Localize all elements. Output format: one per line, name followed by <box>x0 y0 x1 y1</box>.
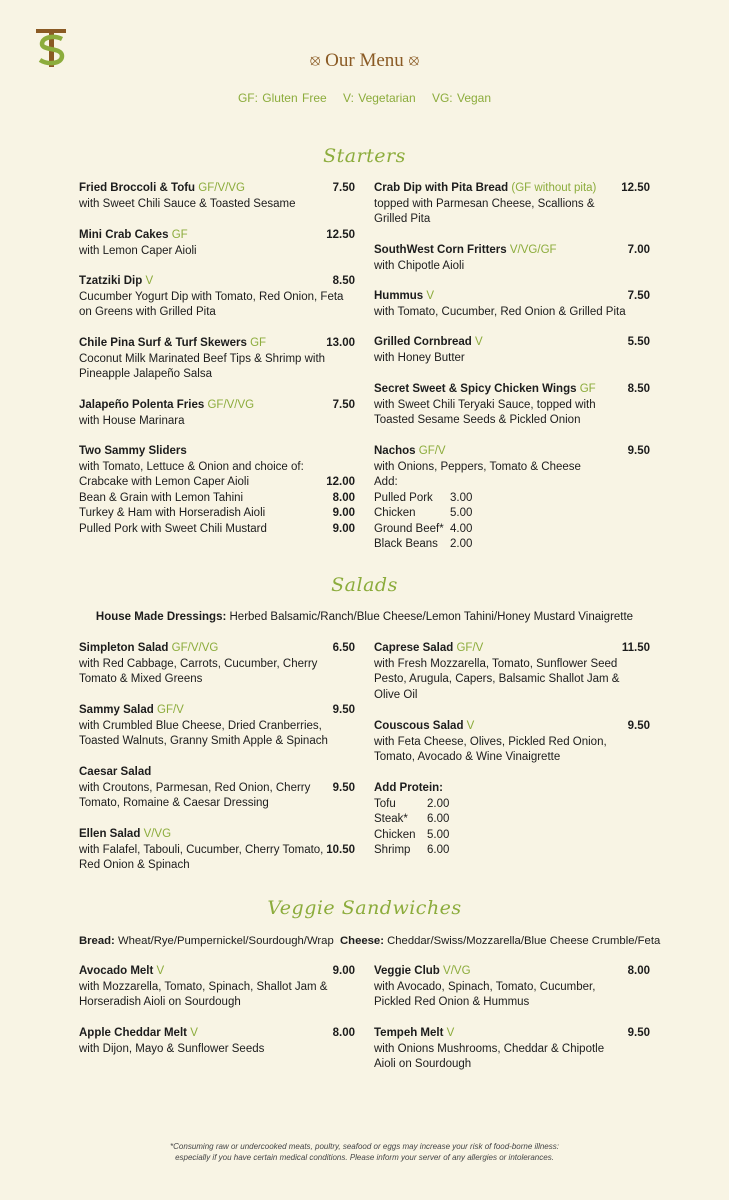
item-price: 7.00 <box>627 244 650 256</box>
item-name: Grilled Cornbread <box>374 336 472 348</box>
menu-item <box>79 274 355 321</box>
bread-label: Bread: <box>79 935 115 947</box>
item-tag: V/VG/GF <box>509 244 557 256</box>
menu-item <box>374 444 650 553</box>
item-tag: GF/V/VG <box>207 399 255 411</box>
menu-item <box>79 444 355 537</box>
item-desc: with Sweet Chili Teryaki Sauce, topped with Toasted Sesame Seeds & Pickled Onion <box>374 398 596 426</box>
item-tag: V/VG <box>143 828 172 840</box>
item-price: 8.00 <box>627 965 650 977</box>
item-price: 9.50 <box>627 445 650 457</box>
addon-row <box>374 812 650 828</box>
right-ornament-icon: ⦻ <box>408 52 420 69</box>
slider-option <box>79 506 355 522</box>
item-tag: GF/V <box>418 445 446 457</box>
item-desc: with Sweet Chili Sauce & Toasted Sesame <box>79 197 296 210</box>
item-price: 8.50 <box>332 275 355 287</box>
disclaimer-footer <box>0 1141 729 1163</box>
menu-item <box>374 641 650 703</box>
option-price: 9.00 <box>332 507 355 519</box>
item-desc: Cucumber Yogurt Dip with Tomato, Red Onion, Feta on Greens with Grilled Pita <box>79 290 344 318</box>
option-label: Pulled Pork with Sweet Chili Mustard <box>79 522 267 535</box>
option-label: Crabcake with Lemon Caper Aioli <box>79 476 250 488</box>
item-name: Couscous Salad <box>374 720 464 732</box>
item-price: 7.50 <box>332 399 355 411</box>
legend-vg: VG: Vegan <box>431 91 492 105</box>
menu-item <box>79 641 355 688</box>
addon-label: Steak* <box>374 813 408 825</box>
addon-row <box>374 522 650 538</box>
addon-label: Chicken <box>374 828 416 841</box>
item-price: 7.50 <box>332 182 355 194</box>
item-desc: Coconut Milk Marinated Beef Tips & Shrimp with Pineapple Jalapeño Salsa <box>79 352 326 380</box>
item-tag: GF <box>579 383 596 395</box>
menu-item <box>374 181 650 228</box>
item-name: Nachos <box>374 445 416 457</box>
item-desc: with Avocado, Spinach, Tomato, Cucumber, Pickled Red Onion & Hummus <box>374 980 596 1008</box>
item-tag: V <box>156 965 165 977</box>
legend-gf: GF: Gluten Free <box>237 91 327 105</box>
cheese-list: Cheddar/Swiss/Mozzarella/Blue Cheese Crumble/Feta <box>387 935 661 947</box>
option-label: Bean & Grain with Lemon Tahini <box>79 491 244 504</box>
item-price: 9.00 <box>332 965 355 977</box>
addon-price: 5.00 <box>427 828 450 841</box>
section-title-starters: Starters <box>323 145 406 167</box>
item-name: Secret Sweet & Spicy Chicken Wings <box>374 383 577 395</box>
item-desc: with Feta Cheese, Olives, Pickled Red Onion, Tomato, Avocado & Wine Vinaigrette <box>374 735 607 763</box>
item-price: 8.50 <box>627 383 650 395</box>
item-tag: (GF without pita) <box>511 182 597 194</box>
item-tag: GF/V <box>157 704 184 716</box>
addon-label: Shrimp <box>374 844 411 856</box>
item-name: Avocado Melt <box>79 965 154 977</box>
item-name: Apple Cheddar Melt <box>79 1027 187 1039</box>
item-desc: with Red Cabbage, Carrots, Cucumber, Cherry Tomato & Mixed Greens <box>79 657 318 685</box>
addon-price: 2.00 <box>450 538 473 550</box>
menu-item <box>374 1026 650 1073</box>
item-name: Tzatziki Dip <box>79 275 143 287</box>
item-desc: with House Marinara <box>79 414 185 427</box>
slider-option <box>79 522 355 538</box>
addon-price: 3.00 <box>450 491 473 504</box>
addon-label: Chicken <box>374 507 416 519</box>
item-tag: V <box>190 1027 198 1039</box>
menu-item <box>79 703 355 750</box>
addon-label: Pulled Pork <box>374 491 433 504</box>
item-tag: GF <box>250 337 267 349</box>
menu-item <box>79 228 355 259</box>
item-tag: GF/V/VG <box>198 182 245 194</box>
item-desc: with Fresh Mozzarella, Tomato, Sunflower Seed Pesto, Arugula, Capers, Balsamic Shallot Jam & Olive Oil <box>374 657 620 701</box>
menu-item <box>374 719 650 766</box>
menu-item <box>79 398 355 429</box>
item-name: Crab Dip with Pita Bread <box>374 182 509 194</box>
item-price: 7.50 <box>627 290 650 302</box>
item-tag: GF/V/VG <box>171 642 219 654</box>
item-price: 5.50 <box>627 336 650 348</box>
item-tag: V <box>426 290 435 302</box>
menu-item <box>79 765 355 812</box>
section-title-salads: Salads <box>331 574 398 596</box>
menu-item <box>79 1026 355 1057</box>
item-tag: V <box>474 336 483 348</box>
item-price: 12.50 <box>621 182 650 194</box>
item-price: 11.50 <box>621 642 650 654</box>
item-price: 9.50 <box>627 1027 650 1039</box>
dressings-label: House Made Dressings: <box>95 611 227 623</box>
item-desc: with Dijon, Mayo & Sunflower Seeds <box>79 1042 265 1055</box>
bread-cheese-note <box>79 935 679 947</box>
item-tag: V <box>446 1027 455 1039</box>
item-price: 9.50 <box>332 704 355 716</box>
item-name: Tempeh Melt <box>374 1027 444 1039</box>
addon-price: 5.00 <box>450 507 473 519</box>
item-desc: with Onions, Peppers, Tomato & Cheese <box>374 460 581 473</box>
item-name: Two Sammy Sliders <box>79 445 187 457</box>
item-price: 8.00 <box>332 1027 355 1039</box>
menu-item <box>79 964 355 1011</box>
item-tag: V <box>145 275 154 287</box>
menu-item <box>374 382 650 429</box>
item-name: Sammy Salad <box>79 704 154 716</box>
addon-price: 6.00 <box>427 844 450 856</box>
menu-item <box>374 964 650 1011</box>
item-desc: topped with Parmesan Cheese, Scallions & Grilled Pita <box>374 197 595 225</box>
section-title-sandwiches: Veggie Sandwiches <box>267 897 462 919</box>
slider-option <box>79 491 355 507</box>
item-name: Chile Pina Surf & Turf Skewers <box>79 337 247 349</box>
item-name: SouthWest Corn Fritters <box>374 244 507 256</box>
option-price: 9.00 <box>332 522 355 535</box>
menu-item <box>374 335 650 366</box>
item-price: 10.50 <box>326 843 355 856</box>
addon-row <box>374 506 650 522</box>
item-name: Fried Broccoli & Tofu <box>79 182 196 194</box>
addon-row <box>374 797 650 813</box>
item-tag: GF/V <box>456 642 484 654</box>
disclaimer-line-2: especially if you have certain medical conditions. Please inform your server of any allergies or intolerances. <box>175 1153 554 1162</box>
addon-price: 4.00 <box>450 522 473 535</box>
slider-option <box>79 475 355 491</box>
option-label: Turkey & Ham with Horseradish Aioli <box>79 507 266 519</box>
addon-row <box>374 828 650 844</box>
addon-price: 6.00 <box>427 813 450 825</box>
addon-row <box>374 491 650 507</box>
item-name: Jalapeño Polenta Fries <box>79 399 205 411</box>
left-ornament-icon: ⦻ <box>309 52 321 69</box>
item-name: Veggie Club <box>374 965 440 977</box>
dressings-list: Herbed Balsamic/Ranch/Blue Cheese/Lemon Tahini/Honey Mustard Vinaigrette <box>229 611 634 623</box>
menu-item <box>79 827 355 874</box>
addon-row <box>374 843 650 859</box>
addon-label: Black Beans <box>374 538 438 550</box>
menu-title-text: Our Menu <box>325 50 404 71</box>
addon-label: Ground Beef* <box>374 522 444 535</box>
addon-row <box>374 537 650 553</box>
item-desc: with Mozzarella, Tomato, Spinach, Shallot Jam & Horseradish Aioli on Sourdough <box>79 980 328 1008</box>
add-label: Add: <box>374 476 398 488</box>
item-price: 6.50 <box>332 642 355 654</box>
addon-price: 2.00 <box>427 797 450 810</box>
item-desc: with Chipotle Aioli <box>374 259 465 272</box>
page-title <box>0 50 729 72</box>
menu-item <box>374 243 650 274</box>
legend-v: V: Vegetarian <box>343 91 416 105</box>
item-name: Ellen Salad <box>79 828 141 840</box>
addon-label: Tofu <box>374 797 396 810</box>
item-price: 12.50 <box>326 229 355 241</box>
menu-item <box>79 336 355 383</box>
item-name: Mini Crab Cakes <box>79 229 169 241</box>
item-desc: with Falafel, Tabouli, Cucumber, Cherry Tomato, Red Onion & Spinach <box>79 843 324 871</box>
dressings-note <box>0 611 729 623</box>
menu-item <box>79 181 355 212</box>
item-price: 9.50 <box>627 720 650 732</box>
item-desc: with Lemon Caper Aioli <box>79 244 197 257</box>
item-price: 13.00 <box>326 337 355 349</box>
item-desc: with Crumbled Blue Cheese, Dried Cranberries, Toasted Walnuts, Granny Smith Apple & Spinach <box>79 719 328 747</box>
item-desc: with Croutons, Parmesan, Red Onion, Cherry Tomato, Romaine & Caesar Dressing <box>79 781 311 809</box>
item-desc: with Tomato, Lettuce & Onion and choice of: <box>79 460 304 473</box>
add-protein-block <box>374 781 650 859</box>
item-price: 9.50 <box>332 781 355 794</box>
item-desc: with Tomato, Cucumber, Red Onion & Grilled Pita <box>374 305 626 318</box>
item-name: Caprese Salad <box>374 642 454 654</box>
option-price: 12.00 <box>326 476 355 488</box>
item-name: Simpleton Salad <box>79 642 169 654</box>
disclaimer-line-1: *Consuming raw or undercooked meats, poultry, seafood or eggs may increase your risk of food-borne illness: <box>170 1142 559 1151</box>
item-tag: V/VG <box>443 965 471 977</box>
item-tag: V <box>466 720 475 732</box>
item-desc: with Honey Butter <box>374 351 465 364</box>
item-name: Add Protein: <box>374 782 443 794</box>
menu-item <box>374 289 650 320</box>
item-name: Caesar Salad <box>79 766 152 778</box>
item-desc: with Onions Mushrooms, Cheddar & Chipotle Aioli on Sourdough <box>374 1042 605 1070</box>
item-name: Hummus <box>374 290 424 302</box>
item-tag: GF <box>171 229 188 241</box>
option-price: 8.00 <box>332 491 355 504</box>
cheese-label: Cheese: <box>340 935 384 947</box>
diet-legend <box>0 91 729 105</box>
bread-list: Wheat/Rye/Pumpernickel/Sourdough/Wrap <box>117 935 334 947</box>
